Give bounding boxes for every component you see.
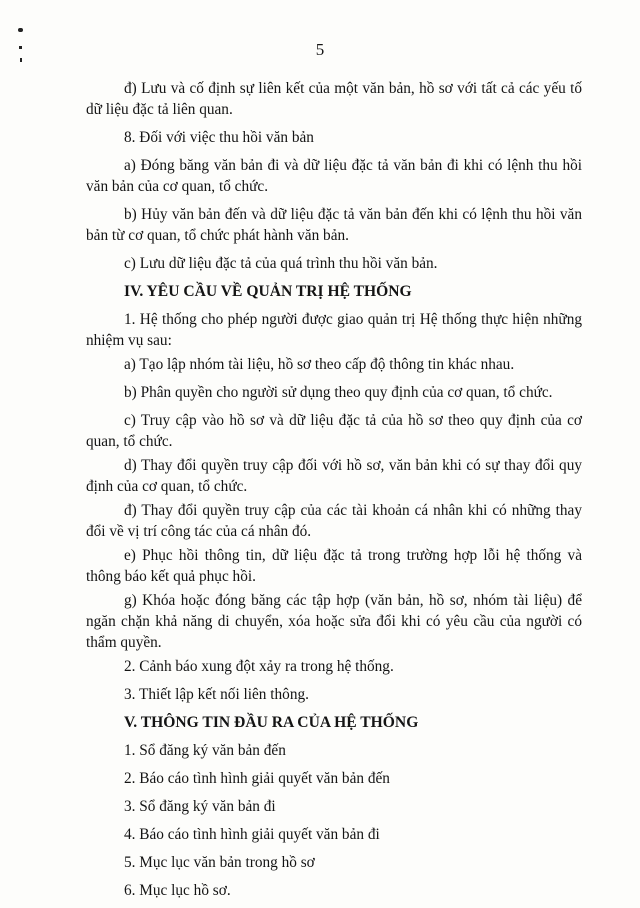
section-iv-paragraph: g) Khóa hoặc đóng băng các tập hợp (văn bản, hồ sơ, nhóm tài liệu) để ngăn chặn khả năng di chuyển, xóa hoặc sửa đổi khi có yêu cầu của người có thẩm quyền. (86, 592, 582, 651)
list-item: 3. Sổ đăng ký văn bản đi (124, 798, 276, 815)
paragraph-8-recall: 8. Đối với việc thu hồi văn bản (124, 129, 314, 146)
section-iv-paragraph: 1. Hệ thống cho phép người được giao quản trị Hệ thống thực hiện những nhiệm vụ sau: (86, 311, 582, 349)
section-iv-paragraph: e) Phục hồi thông tin, dữ liệu đặc tả trong trường hợp lỗi hệ thống và thông báo kết quả phục hồi. (86, 547, 582, 585)
paragraph-8a: a) Đóng băng văn bản đi và dữ liệu đặc tả văn bản đi khi có lệnh thu hồi văn bản của cơ quan, tổ chức. (86, 157, 582, 195)
section-iv-paragraph: d) Thay đổi quyền truy cập đối với hồ sơ, văn bản khi có sự thay đổi quy định của cơ quan, tổ chức. (86, 457, 582, 495)
section-iv-paragraph: c) Truy cập vào hồ sơ và dữ liệu đặc tả của hồ sơ theo quy định của cơ quan, tổ chức. (86, 412, 582, 450)
document-body (86, 78, 582, 908)
list-item: 5. Mục lục văn bản trong hồ sơ (124, 854, 315, 871)
list-item: 1. Sổ đăng ký văn bản đến (124, 742, 286, 759)
list-item: 4. Báo cáo tình hình giải quyết văn bản đi (124, 826, 380, 843)
paragraph-8c: c) Lưu dữ liệu đặc tả của quá trình thu hồi văn bản. (124, 255, 438, 272)
section-iv-paragraph: b) Phân quyền cho người sử dụng theo quy định của cơ quan, tổ chức. (124, 384, 553, 401)
list-item: 2. Báo cáo tình hình giải quyết văn bản đến (124, 770, 390, 787)
section-iv-paragraph: 3. Thiết lập kết nối liên thông. (124, 686, 309, 703)
section-iv-paragraph: đ) Thay đổi quyền truy cập của các tài khoản cá nhân khi có những thay đổi về vị trí công tác của cá nhân đó. (86, 502, 582, 540)
section-v-heading: V. THÔNG TIN ĐẦU RA CỦA HỆ THỐNG (124, 714, 419, 731)
section-iv-heading: IV. YÊU CẦU VỀ QUẢN TRỊ HỆ THỐNG (124, 283, 412, 300)
paragraph-d-link-metadata: đ) Lưu và cố định sự liên kết của một văn bản, hồ sơ với tất cả các yếu tố dữ liệu đặc tả liên quan. (86, 80, 582, 118)
page-number: 5 (315, 40, 325, 59)
paragraph-8b: b) Hủy văn bản đến và dữ liệu đặc tả văn bản đến khi có lệnh thu hồi văn bản từ cơ quan, tổ chức phát hành văn bản. (86, 206, 582, 244)
list-item: 6. Mục lục hồ sơ. (124, 882, 231, 899)
section-iv-paragraph: a) Tạo lập nhóm tài liệu, hồ sơ theo cấp độ thông tin khác nhau. (124, 356, 515, 373)
scan-mark (18, 28, 23, 32)
output-list (86, 740, 582, 901)
section-iv-paragraph: 2. Cảnh báo xung đột xảy ra trong hệ thống. (124, 658, 394, 675)
